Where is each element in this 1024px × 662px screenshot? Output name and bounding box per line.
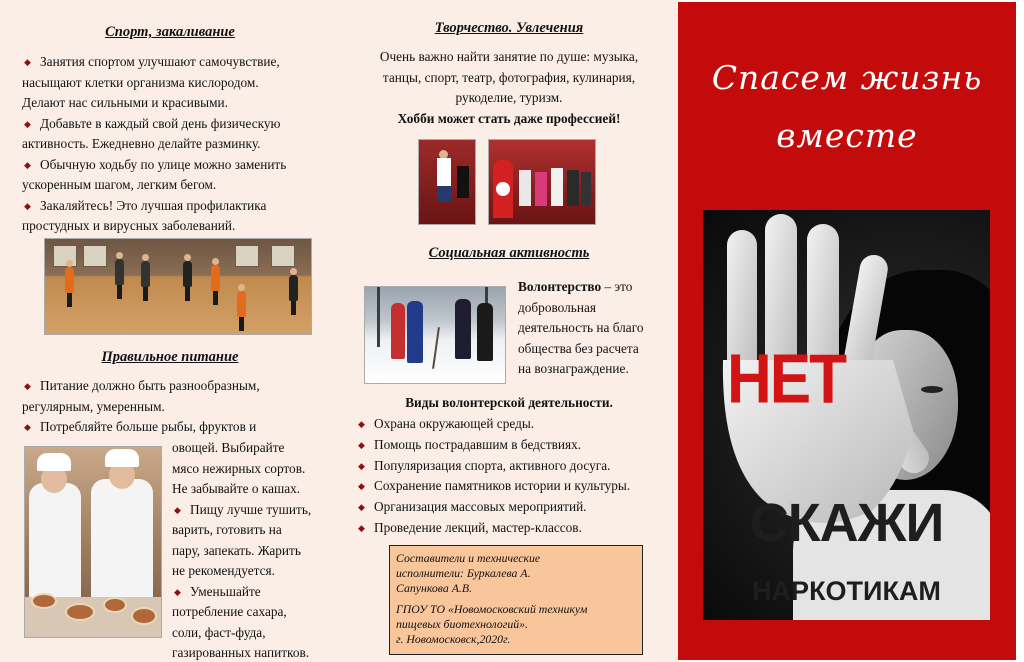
poster-no-text: НЕТ — [727, 341, 845, 419]
creativity-text: Очень важно найти занятие по душе: музыка, танцы, спорт, театр, фотография, кулинария, рукоделие, туризм. Хобби может стать даже профессией! — [379, 49, 639, 126]
volunteer-photo — [364, 286, 506, 384]
bullet-icon: ◆ — [24, 159, 31, 170]
bullet-icon: ◆ — [358, 522, 365, 533]
hobby-photo-stage — [418, 139, 476, 225]
volunteering-types-title: Виды волонтерской деятельности. — [405, 395, 613, 410]
cooks-photo — [24, 446, 162, 638]
slogan-line-1: Спасем жизнь — [711, 58, 983, 97]
bullet-icon: ◆ — [24, 422, 31, 432]
sport-title: Спорт, закаливание — [105, 24, 235, 40]
volunteering-definition: Волонтерство – это добровольная деятельность на благо общества без расчета на вознаграждение. — [518, 279, 644, 376]
bullet-icon: ◆ — [358, 439, 365, 450]
volunteering-term: Волонтерство — [518, 279, 602, 294]
creativity-hobby-note: Хобби может стать даже профессией! — [397, 110, 621, 126]
sport-photo — [44, 238, 312, 335]
list-item: Охрана окружающей среды. — [374, 416, 535, 431]
bullet-icon: ◆ — [358, 502, 365, 513]
credits-box: Составители и технические исполнители: Буркалева А. Сапункова А.В. ГПОУ ТО «Новомосковский техникум пищевых биотехнологий». г. Новомосковск,2020г. — [389, 545, 643, 655]
bullet-icon: ◆ — [358, 419, 365, 429]
bullet-icon: ◆ — [358, 481, 365, 492]
list-item: Проведение лекций, мастер-классов. — [374, 519, 582, 535]
bullet-icon: ◆ — [24, 200, 31, 211]
list-item: Сохранение памятников истории и культуры. — [374, 478, 631, 494]
slogan-line-2: вместе — [776, 116, 918, 155]
sport-bullet-1: ◆ Занятия спортом улучшают самочувствие, насыщают клетки организма кислородом. Делают нас сильными и красивыми. ◆ Добавьте в каждый свой день физическую активность. Ежедневно делайте разминку. ◆ Обычную ходьбу по улице можно заменить ускоренным шагом, легким бегом. ◆ Закаляйтесь! Это лучшая профилактика простудных и вирусных заболеваний. — [22, 54, 287, 233]
list-item: Помощь пострадавшим в бедствиях. — [374, 436, 582, 452]
list-item: Популяризация спорта, активного досуга. — [374, 457, 611, 473]
bullet-icon: ◆ — [174, 504, 181, 515]
bullet-icon: ◆ — [24, 118, 31, 129]
bullet-icon: ◆ — [24, 381, 31, 391]
nutrition-bullets-side: овощей. Выбирайте мясо нежирных сортов. Не забывайте о кашах. ◆ Пищу лучше тушить, варить, готовить на пару, запекать. Жарить не рекомендуется. ◆ Уменьшайте потребление сахара, соли, фаст-фуда, газированных напитков. — [172, 440, 312, 660]
nutrition-title: Правильное питание — [101, 349, 239, 365]
list-item: Организация массовых мероприятий. — [374, 499, 587, 515]
nutrition-bullets-top: ◆ Питание должно быть разнообразным, регулярным, умеренным. ◆ Потребляйте больше рыбы, фруктов и — [22, 376, 260, 438]
volunteering-types-list — [356, 414, 630, 539]
creativity-title: Творчество. Увлечения — [434, 20, 584, 36]
hobby-photo-theater — [488, 139, 596, 225]
poster-say-text: СКАЖИ — [749, 493, 944, 553]
bullet-icon: ◆ — [24, 57, 31, 67]
poster-drugs-text: НАРКОТИКАМ — [752, 576, 941, 606]
bullet-icon: ◆ — [174, 586, 181, 597]
social-title: Социальная активность — [428, 245, 590, 261]
bullet-icon: ◆ — [358, 460, 365, 471]
